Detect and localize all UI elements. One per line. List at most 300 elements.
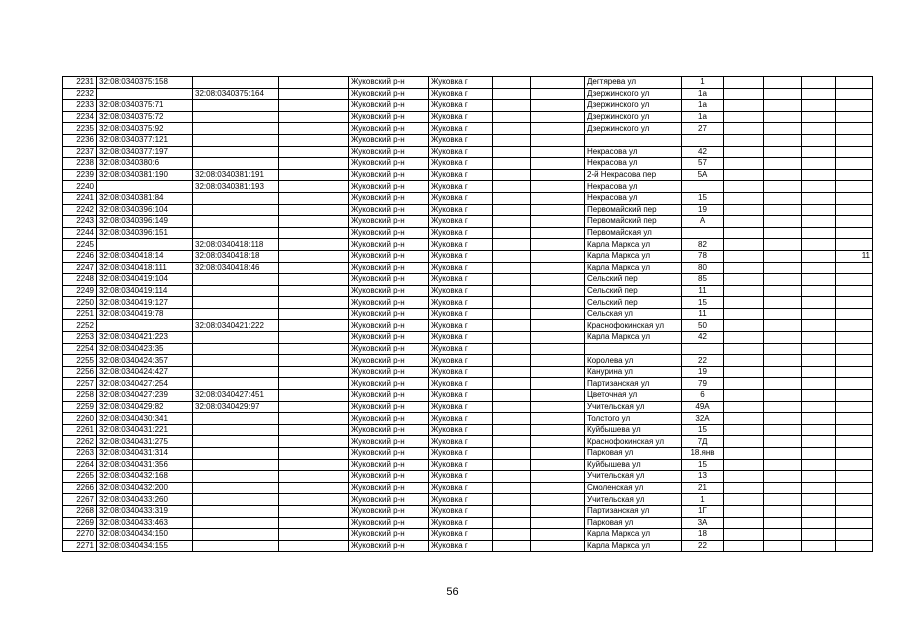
empty-column-cell — [279, 320, 349, 332]
empty-column-cell — [531, 77, 585, 89]
empty-column-cell — [764, 308, 802, 320]
empty-column-cell — [802, 413, 836, 425]
district-cell: Жуковский р-н — [349, 181, 429, 193]
empty-column-cell — [764, 424, 802, 436]
empty-column-cell — [764, 343, 802, 355]
table-row — [63, 134, 873, 146]
locality-cell: Жуковка г — [429, 285, 493, 297]
empty-column-cell — [279, 517, 349, 529]
house-number-cell: 27 — [682, 123, 724, 135]
empty-column-cell — [724, 216, 764, 228]
empty-column-cell — [493, 250, 531, 262]
empty-column-cell — [493, 540, 531, 552]
empty-column-cell — [279, 482, 349, 494]
extra-value-cell — [836, 123, 873, 135]
table-row — [63, 192, 873, 204]
house-number-cell: 1 — [682, 494, 724, 506]
street-cell: Канурина ул — [585, 366, 682, 378]
empty-column-cell — [724, 204, 764, 216]
cadastral-number-cell — [97, 181, 193, 193]
table-row — [63, 413, 873, 425]
empty-column-cell — [493, 123, 531, 135]
empty-column-cell — [764, 494, 802, 506]
house-number-cell: 11 — [682, 285, 724, 297]
empty-column-cell — [493, 343, 531, 355]
street-cell: Куйбышева ул — [585, 459, 682, 471]
empty-column-cell — [764, 517, 802, 529]
empty-column-cell — [802, 227, 836, 239]
district-cell: Жуковский р-н — [349, 308, 429, 320]
cadastral-number-cell: 32:08:0340375:72 — [97, 111, 193, 123]
empty-column-cell — [724, 134, 764, 146]
locality-cell: Жуковка г — [429, 343, 493, 355]
locality-cell: Жуковка г — [429, 482, 493, 494]
empty-column-cell — [724, 169, 764, 181]
empty-column-cell — [279, 146, 349, 158]
empty-column-cell — [493, 436, 531, 448]
row-number-cell: 2270 — [63, 529, 97, 541]
empty-column-cell — [802, 274, 836, 286]
row-number-cell: 2250 — [63, 297, 97, 309]
related-cadastral-number-cell — [193, 274, 279, 286]
empty-column-cell — [802, 77, 836, 89]
empty-column-cell — [724, 123, 764, 135]
house-number-cell: 50 — [682, 320, 724, 332]
house-number-cell: 13 — [682, 471, 724, 483]
empty-column-cell — [279, 262, 349, 274]
related-cadastral-number-cell — [193, 308, 279, 320]
related-cadastral-number-cell — [193, 192, 279, 204]
house-number-cell: 22 — [682, 355, 724, 367]
row-number-cell: 2260 — [63, 413, 97, 425]
street-cell: Краснофокинская ул — [585, 436, 682, 448]
street-cell: Дегтярева ул — [585, 77, 682, 89]
extra-value-cell — [836, 436, 873, 448]
cadastral-number-cell: 32:08:0340430:341 — [97, 413, 193, 425]
row-number-cell: 2237 — [63, 146, 97, 158]
table-row — [63, 517, 873, 529]
empty-column-cell — [724, 111, 764, 123]
row-number-cell: 2240 — [63, 181, 97, 193]
empty-column-cell — [802, 459, 836, 471]
street-cell: Краснофокинская ул — [585, 320, 682, 332]
row-number-cell: 2262 — [63, 436, 97, 448]
district-cell: Жуковский р-н — [349, 436, 429, 448]
empty-column-cell — [279, 413, 349, 425]
extra-value-cell — [836, 77, 873, 89]
street-cell: Смоленская ул — [585, 482, 682, 494]
locality-cell: Жуковка г — [429, 88, 493, 100]
street-cell: Первомайский пер — [585, 216, 682, 228]
empty-column-cell — [279, 378, 349, 390]
street-cell: Толстого ул — [585, 413, 682, 425]
empty-column-cell — [279, 158, 349, 170]
empty-column-cell — [279, 540, 349, 552]
empty-column-cell — [279, 332, 349, 344]
empty-column-cell — [531, 529, 585, 541]
extra-value-cell: 11 — [836, 250, 873, 262]
street-cell: Некрасова ул — [585, 192, 682, 204]
empty-column-cell — [279, 250, 349, 262]
extra-value-cell — [836, 239, 873, 251]
table-row — [63, 378, 873, 390]
row-number-cell: 2266 — [63, 482, 97, 494]
street-cell: Партизанская ул — [585, 378, 682, 390]
district-cell: Жуковский р-н — [349, 540, 429, 552]
cadastral-number-cell: 32:08:0340434:155 — [97, 540, 193, 552]
empty-column-cell — [802, 529, 836, 541]
house-number-cell: 19 — [682, 366, 724, 378]
table-row — [63, 216, 873, 228]
empty-column-cell — [279, 424, 349, 436]
empty-column-cell — [279, 401, 349, 413]
related-cadastral-number-cell — [193, 378, 279, 390]
empty-column-cell — [764, 366, 802, 378]
empty-column-cell — [764, 297, 802, 309]
empty-column-cell — [531, 262, 585, 274]
district-cell: Жуковский р-н — [349, 111, 429, 123]
extra-value-cell — [836, 134, 873, 146]
extra-value-cell — [836, 285, 873, 297]
related-cadastral-number-cell — [193, 111, 279, 123]
district-cell: Жуковский р-н — [349, 274, 429, 286]
row-number-cell: 2256 — [63, 366, 97, 378]
locality-cell: Жуковка г — [429, 401, 493, 413]
row-number-cell: 2267 — [63, 494, 97, 506]
empty-column-cell — [802, 343, 836, 355]
house-number-cell: 19 — [682, 204, 724, 216]
table-row — [63, 181, 873, 193]
empty-column-cell — [724, 459, 764, 471]
table-row — [63, 320, 873, 332]
empty-column-cell — [493, 529, 531, 541]
street-cell: Парковая ул — [585, 517, 682, 529]
empty-column-cell — [724, 227, 764, 239]
empty-column-cell — [764, 158, 802, 170]
house-number-cell: 1Г — [682, 505, 724, 517]
district-cell: Жуковский р-н — [349, 100, 429, 112]
empty-column-cell — [764, 471, 802, 483]
empty-column-cell — [802, 123, 836, 135]
street-cell: Сельская ул — [585, 308, 682, 320]
related-cadastral-number-cell — [193, 297, 279, 309]
empty-column-cell — [724, 192, 764, 204]
empty-column-cell — [802, 332, 836, 344]
row-number-cell: 2249 — [63, 285, 97, 297]
empty-column-cell — [724, 505, 764, 517]
table-row — [63, 505, 873, 517]
empty-column-cell — [724, 285, 764, 297]
related-cadastral-number-cell — [193, 366, 279, 378]
cadastral-number-cell: 32:08:0340427:239 — [97, 390, 193, 402]
related-cadastral-number-cell: 32:08:0340375:164 — [193, 88, 279, 100]
related-cadastral-number-cell: 32:08:0340381:193 — [193, 181, 279, 193]
house-number-cell: 78 — [682, 250, 724, 262]
cadastral-number-cell: 32:08:0340433:319 — [97, 505, 193, 517]
empty-column-cell — [724, 308, 764, 320]
house-number-cell: 80 — [682, 262, 724, 274]
empty-column-cell — [764, 216, 802, 228]
empty-column-cell — [279, 77, 349, 89]
locality-cell: Жуковка г — [429, 262, 493, 274]
locality-cell: Жуковка г — [429, 517, 493, 529]
empty-column-cell — [531, 366, 585, 378]
empty-column-cell — [724, 181, 764, 193]
related-cadastral-number-cell: 32:08:0340421:222 — [193, 320, 279, 332]
empty-column-cell — [802, 390, 836, 402]
row-number-cell: 2254 — [63, 343, 97, 355]
empty-column-cell — [279, 436, 349, 448]
locality-cell: Жуковка г — [429, 459, 493, 471]
locality-cell: Жуковка г — [429, 332, 493, 344]
extra-value-cell — [836, 529, 873, 541]
empty-column-cell — [802, 517, 836, 529]
extra-value-cell — [836, 459, 873, 471]
empty-column-cell — [493, 227, 531, 239]
empty-column-cell — [764, 529, 802, 541]
empty-column-cell — [531, 169, 585, 181]
empty-column-cell — [724, 436, 764, 448]
related-cadastral-number-cell — [193, 436, 279, 448]
empty-column-cell — [802, 297, 836, 309]
street-cell: Сельский пер — [585, 274, 682, 286]
table-row — [63, 146, 873, 158]
empty-column-cell — [802, 540, 836, 552]
house-number-cell: 1а — [682, 100, 724, 112]
house-number-cell: 1 — [682, 77, 724, 89]
empty-column-cell — [724, 332, 764, 344]
empty-column-cell — [764, 181, 802, 193]
row-number-cell: 2255 — [63, 355, 97, 367]
locality-cell: Жуковка г — [429, 204, 493, 216]
extra-value-cell — [836, 320, 873, 332]
empty-column-cell — [279, 239, 349, 251]
empty-column-cell — [279, 274, 349, 286]
empty-column-cell — [279, 100, 349, 112]
extra-value-cell — [836, 262, 873, 274]
cadastral-number-cell: 32:08:0340419:78 — [97, 308, 193, 320]
street-cell: Карла Маркса ул — [585, 262, 682, 274]
house-number-cell: 42 — [682, 146, 724, 158]
empty-column-cell — [802, 482, 836, 494]
cadastral-number-cell: 32:08:0340434:150 — [97, 529, 193, 541]
empty-column-cell — [724, 262, 764, 274]
row-number-cell: 2269 — [63, 517, 97, 529]
empty-column-cell — [802, 111, 836, 123]
related-cadastral-number-cell — [193, 355, 279, 367]
district-cell: Жуковский р-н — [349, 204, 429, 216]
empty-column-cell — [724, 88, 764, 100]
empty-column-cell — [724, 146, 764, 158]
cadastral-number-cell: 32:08:0340427:254 — [97, 378, 193, 390]
empty-column-cell — [493, 192, 531, 204]
table-row — [63, 390, 873, 402]
empty-column-cell — [531, 134, 585, 146]
table-row — [63, 285, 873, 297]
table-row — [63, 77, 873, 89]
cadastral-number-cell: 32:08:0340432:200 — [97, 482, 193, 494]
table-row — [63, 239, 873, 251]
cadastral-number-cell — [97, 88, 193, 100]
empty-column-cell — [531, 297, 585, 309]
empty-column-cell — [764, 192, 802, 204]
related-cadastral-number-cell — [193, 227, 279, 239]
row-number-cell: 2231 — [63, 77, 97, 89]
empty-column-cell — [279, 134, 349, 146]
table-row — [63, 123, 873, 135]
cadastral-number-cell: 32:08:0340380:6 — [97, 158, 193, 170]
cadastral-number-cell — [97, 239, 193, 251]
district-cell: Жуковский р-н — [349, 77, 429, 89]
table-row — [63, 158, 873, 170]
empty-column-cell — [493, 262, 531, 274]
row-number-cell: 2241 — [63, 192, 97, 204]
table-row — [63, 262, 873, 274]
empty-column-cell — [279, 123, 349, 135]
row-number-cell: 2265 — [63, 471, 97, 483]
extra-value-cell — [836, 297, 873, 309]
cadastral-number-cell: 32:08:0340423:35 — [97, 343, 193, 355]
locality-cell: Жуковка г — [429, 181, 493, 193]
empty-column-cell — [531, 401, 585, 413]
street-cell: Учительская ул — [585, 401, 682, 413]
cadastral-number-cell: 32:08:0340419:104 — [97, 274, 193, 286]
district-cell: Жуковский р-н — [349, 332, 429, 344]
empty-column-cell — [279, 343, 349, 355]
row-number-cell: 2253 — [63, 332, 97, 344]
extra-value-cell — [836, 378, 873, 390]
empty-column-cell — [764, 262, 802, 274]
house-number-cell: 18.янв — [682, 448, 724, 460]
extra-value-cell — [836, 413, 873, 425]
district-cell: Жуковский р-н — [349, 424, 429, 436]
empty-column-cell — [802, 169, 836, 181]
empty-column-cell — [802, 366, 836, 378]
empty-column-cell — [279, 192, 349, 204]
empty-column-cell — [764, 390, 802, 402]
empty-column-cell — [279, 529, 349, 541]
empty-column-cell — [279, 366, 349, 378]
empty-column-cell — [764, 100, 802, 112]
table-row — [63, 401, 873, 413]
empty-column-cell — [802, 424, 836, 436]
extra-value-cell — [836, 366, 873, 378]
empty-column-cell — [531, 482, 585, 494]
table-row — [63, 250, 873, 262]
cadastral-number-cell: 32:08:0340431:221 — [97, 424, 193, 436]
locality-cell: Жуковка г — [429, 413, 493, 425]
related-cadastral-number-cell: 32:08:0340418:118 — [193, 239, 279, 251]
empty-column-cell — [802, 320, 836, 332]
empty-column-cell — [531, 227, 585, 239]
street-cell: Первомайский пер — [585, 204, 682, 216]
table-row — [63, 88, 873, 100]
cadastral-number-cell: 32:08:0340418:111 — [97, 262, 193, 274]
house-number-cell: 11 — [682, 308, 724, 320]
related-cadastral-number-cell — [193, 146, 279, 158]
street-cell: Дзержинского ул — [585, 111, 682, 123]
row-number-cell: 2233 — [63, 100, 97, 112]
district-cell: Жуковский р-н — [349, 134, 429, 146]
extra-value-cell — [836, 274, 873, 286]
house-number-cell: 21 — [682, 482, 724, 494]
street-cell: Некрасова ул — [585, 158, 682, 170]
empty-column-cell — [764, 204, 802, 216]
empty-column-cell — [764, 505, 802, 517]
empty-column-cell — [531, 285, 585, 297]
cadastral-number-cell: 32:08:0340433:260 — [97, 494, 193, 506]
empty-column-cell — [279, 169, 349, 181]
table-row — [63, 482, 873, 494]
house-number-cell: 1а — [682, 111, 724, 123]
empty-column-cell — [802, 192, 836, 204]
empty-column-cell — [531, 540, 585, 552]
street-cell: Сельский пер — [585, 285, 682, 297]
street-cell: Дзержинского ул — [585, 100, 682, 112]
empty-column-cell — [279, 308, 349, 320]
cadastral-number-cell: 32:08:0340375:92 — [97, 123, 193, 135]
locality-cell: Жуковка г — [429, 111, 493, 123]
row-number-cell: 2246 — [63, 250, 97, 262]
empty-column-cell — [531, 274, 585, 286]
empty-column-cell — [764, 123, 802, 135]
page-number: 56 — [446, 586, 459, 598]
empty-column-cell — [764, 274, 802, 286]
empty-column-cell — [802, 216, 836, 228]
empty-column-cell — [531, 111, 585, 123]
empty-column-cell — [802, 204, 836, 216]
empty-column-cell — [531, 343, 585, 355]
empty-column-cell — [802, 181, 836, 193]
street-cell: Карла Маркса ул — [585, 529, 682, 541]
house-number-cell: 82 — [682, 239, 724, 251]
related-cadastral-number-cell — [193, 100, 279, 112]
empty-column-cell — [764, 146, 802, 158]
extra-value-cell — [836, 332, 873, 344]
cadastral-number-cell: 32:08:0340431:356 — [97, 459, 193, 471]
empty-column-cell — [279, 297, 349, 309]
district-cell: Жуковский р-н — [349, 227, 429, 239]
row-number-cell: 2263 — [63, 448, 97, 460]
empty-column-cell — [493, 146, 531, 158]
empty-column-cell — [802, 401, 836, 413]
locality-cell: Жуковка г — [429, 308, 493, 320]
empty-column-cell — [531, 459, 585, 471]
related-cadastral-number-cell: 32:08:0340429:97 — [193, 401, 279, 413]
locality-cell: Жуковка г — [429, 320, 493, 332]
table-row — [63, 424, 873, 436]
house-number-cell — [682, 134, 724, 146]
district-cell: Жуковский р-н — [349, 378, 429, 390]
row-number-cell: 2271 — [63, 540, 97, 552]
empty-column-cell — [531, 181, 585, 193]
extra-value-cell — [836, 100, 873, 112]
related-cadastral-number-cell — [193, 529, 279, 541]
row-number-cell: 2268 — [63, 505, 97, 517]
street-cell: Королева ул — [585, 355, 682, 367]
empty-column-cell — [802, 378, 836, 390]
empty-column-cell — [493, 355, 531, 367]
empty-column-cell — [724, 378, 764, 390]
extra-value-cell — [836, 390, 873, 402]
related-cadastral-number-cell — [193, 471, 279, 483]
house-number-cell: 15 — [682, 459, 724, 471]
cadastral-number-cell: 32:08:0340375:158 — [97, 77, 193, 89]
row-number-cell: 2258 — [63, 390, 97, 402]
house-number-cell: 15 — [682, 192, 724, 204]
district-cell: Жуковский р-н — [349, 413, 429, 425]
locality-cell: Жуковка г — [429, 146, 493, 158]
